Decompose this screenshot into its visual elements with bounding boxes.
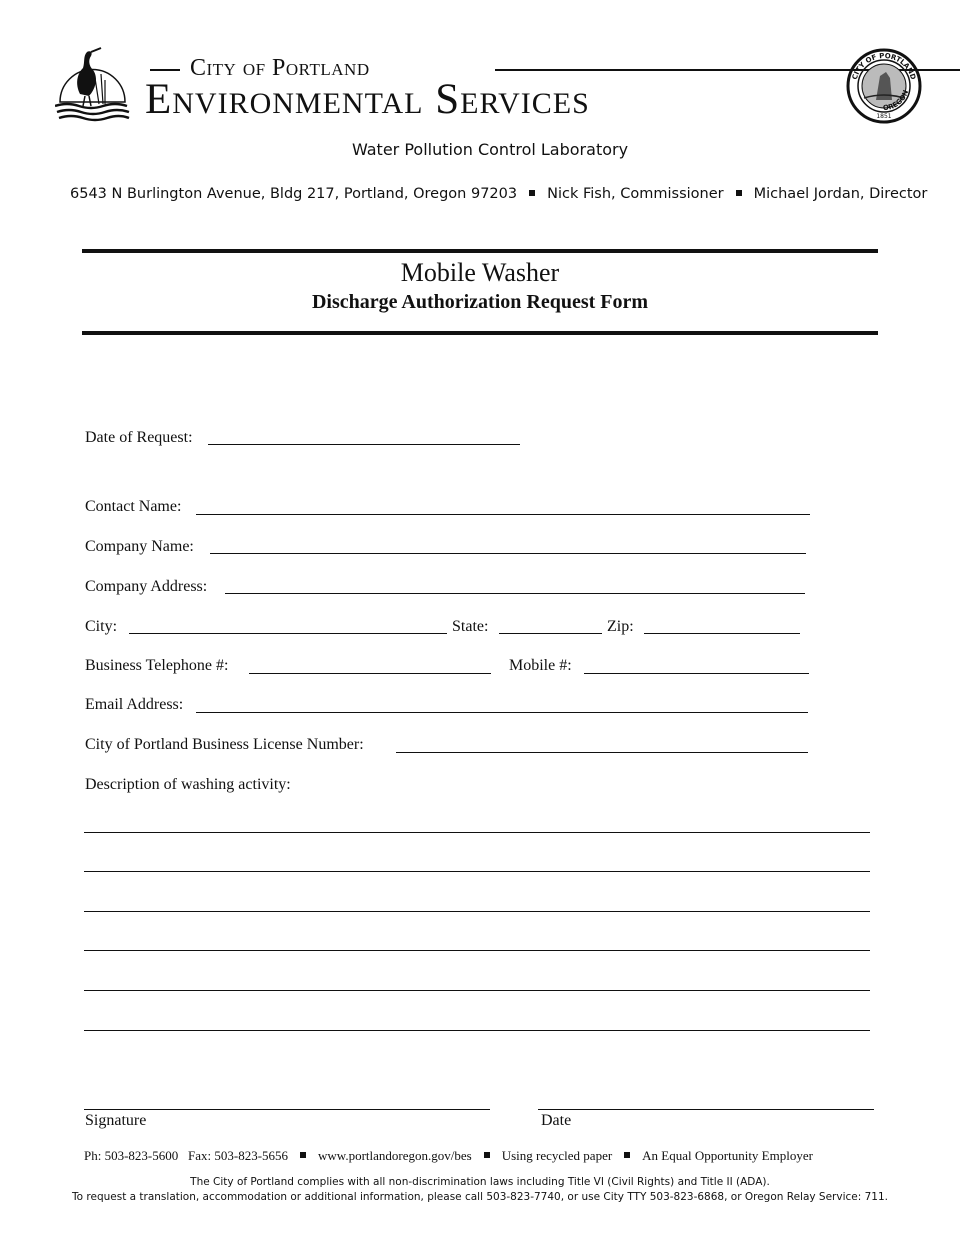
license-label: City of Portland Business License Number: bbox=[85, 736, 364, 753]
state-label: State: bbox=[452, 618, 489, 635]
commissioner: Nick Fish, Commissioner bbox=[547, 186, 724, 202]
zip-field[interactable] bbox=[644, 633, 800, 634]
heron-logo-icon bbox=[55, 44, 130, 124]
agency-title: Environmental Services bbox=[145, 76, 590, 123]
footer-nondiscrimination-note: The City of Portland complies with all non-discrimination laws including Title VI (Civil Rights) and Title II (ADA). bbox=[190, 1176, 770, 1188]
seal-text-bottom: OREGON bbox=[882, 89, 911, 113]
mobile-field[interactable] bbox=[584, 673, 809, 674]
date-signed-label: Date bbox=[541, 1112, 572, 1129]
city-seal-icon bbox=[846, 48, 922, 124]
date-signed-field[interactable] bbox=[538, 1109, 874, 1110]
mobile-label: Mobile #: bbox=[509, 657, 572, 674]
company-address-field[interactable] bbox=[225, 593, 805, 594]
footer-fax: Fax: 503-823-5656 bbox=[188, 1148, 289, 1163]
footer-phone: Ph: 503-823-5600 bbox=[84, 1148, 179, 1163]
email-label: Email Address: bbox=[85, 696, 184, 713]
title-bottom-rule bbox=[82, 331, 878, 335]
license-field[interactable] bbox=[396, 752, 808, 753]
email-field[interactable] bbox=[196, 712, 808, 713]
city-title: City of Portland bbox=[190, 55, 370, 81]
bullet-icon bbox=[529, 190, 535, 196]
form-subtitle: Discharge Authorization Request Form bbox=[311, 291, 649, 313]
business-phone-field[interactable] bbox=[249, 673, 491, 674]
date-field[interactable] bbox=[208, 444, 520, 445]
contact-name-field[interactable] bbox=[196, 514, 810, 515]
seal-year: 1851 bbox=[876, 113, 892, 120]
description-label: Description of washing activity: bbox=[85, 776, 291, 793]
business-phone-label: Business Telephone #: bbox=[85, 657, 229, 674]
bullet-icon bbox=[736, 190, 742, 196]
signature-label: Signature bbox=[85, 1112, 147, 1129]
company-address-label: Company Address: bbox=[85, 578, 208, 595]
description-line-2[interactable] bbox=[84, 871, 870, 872]
city-field[interactable] bbox=[129, 633, 447, 634]
description-line-1[interactable] bbox=[84, 832, 870, 833]
footer-recycled: Using recycled paper bbox=[501, 1148, 613, 1163]
form-title: Mobile Washer bbox=[400, 258, 560, 287]
footer-employer: An Equal Opportunity Employer bbox=[642, 1148, 813, 1163]
company-name-field[interactable] bbox=[210, 553, 806, 554]
footer-contact bbox=[84, 1148, 884, 1164]
description-line-4[interactable] bbox=[84, 950, 870, 951]
contact-name-label: Contact Name: bbox=[85, 498, 182, 515]
signature-field[interactable] bbox=[84, 1109, 490, 1110]
state-field[interactable] bbox=[499, 633, 602, 634]
bullet-icon bbox=[484, 1152, 490, 1158]
description-line-5[interactable] bbox=[84, 990, 870, 991]
description-line-6[interactable] bbox=[84, 1030, 870, 1031]
date-label: Date of Request: bbox=[85, 429, 193, 446]
bullet-icon bbox=[300, 1152, 306, 1158]
footer-accommodation-note: To request a translation, accommodation or additional information, please call 503-823-7740, or use City TTY 503-823-6868, or Oregon Relay Service: 711. bbox=[72, 1191, 888, 1203]
director: Michael Jordan, Director bbox=[753, 186, 928, 202]
city-label: City: bbox=[85, 618, 118, 635]
title-top-rule bbox=[82, 249, 878, 253]
address: 6543 N Burlington Avenue, Bldg 217, Portland, Oregon 97203 bbox=[70, 186, 518, 202]
footer-website[interactable]: www.portlandoregon.gov/bes bbox=[318, 1148, 472, 1163]
company-name-label: Company Name: bbox=[85, 538, 194, 555]
zip-label: Zip: bbox=[607, 618, 634, 635]
description-line-3[interactable] bbox=[84, 911, 870, 912]
address-line bbox=[70, 186, 928, 202]
lab-name: Water Pollution Control Laboratory bbox=[351, 140, 629, 159]
bullet-icon bbox=[624, 1152, 630, 1158]
seal-text-top: CITY OF PORTLAND bbox=[850, 51, 918, 81]
